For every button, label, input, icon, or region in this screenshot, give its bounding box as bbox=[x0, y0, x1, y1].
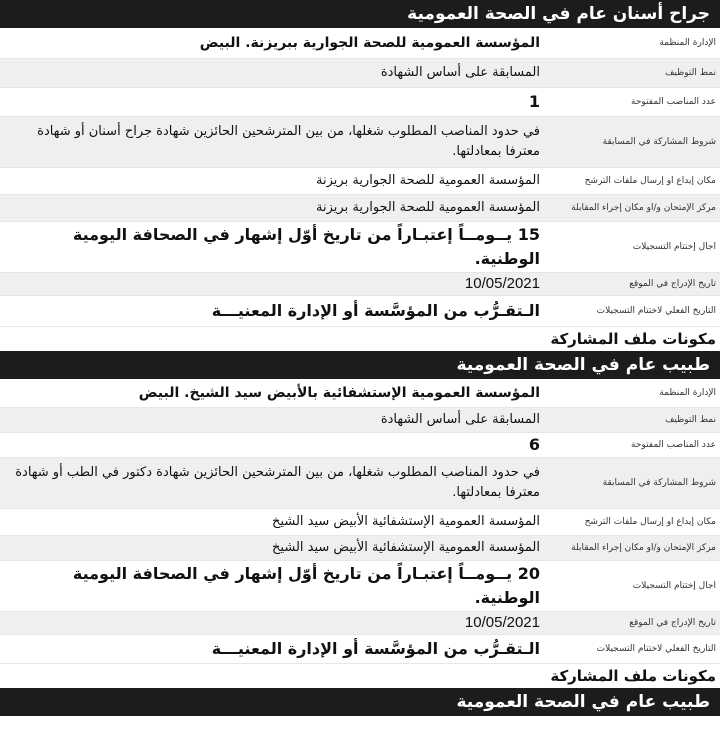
section-banner-general-practitioner-next: طبيب عام في الصحة العمومية bbox=[0, 688, 720, 716]
field-value: 10/05/2021 bbox=[464, 275, 540, 292]
section-banner-general-practitioner: طبيب عام في الصحة العمومية bbox=[0, 351, 720, 379]
field-label: شروط المشاركة في المسابقة bbox=[602, 137, 716, 147]
row-recruitment-mode bbox=[0, 408, 720, 433]
row-actual-closing-date bbox=[0, 296, 720, 327]
row-posting-date bbox=[0, 612, 720, 635]
field-value: المسابقة على أساس الشهادة bbox=[380, 412, 540, 427]
field-label: مركز الإمتحان و/أو مكان إجراء المقابلة bbox=[571, 543, 716, 553]
field-label: التاريخ الفعلي لاختتام التسجيلات bbox=[596, 644, 716, 654]
field-value: المؤسسة العمومية الإستشفائية الأبيض سيد الشيخ bbox=[272, 540, 540, 555]
row-registration-deadline bbox=[0, 222, 720, 273]
field-value: المسابقة على أساس الشهادة bbox=[380, 65, 540, 80]
row-organizing-administration bbox=[0, 28, 720, 59]
field-label: نمط التوظيف bbox=[665, 415, 716, 425]
field-label: مركز الإمتحان و/أو مكان إجراء المقابلة bbox=[571, 203, 716, 213]
field-value: 6 bbox=[528, 435, 540, 454]
row-exam-center bbox=[0, 195, 720, 222]
row-registration-deadline bbox=[0, 561, 720, 612]
field-label: التاريخ الفعلي لاختتام التسجيلات bbox=[596, 306, 716, 316]
field-value: 10/05/2021 bbox=[464, 614, 540, 631]
field-value: في حدود المناصب المطلوب شغلها، من بين المترشحين الحائزين شهادة جراح أسنان أو شهادة معترفا بمعادلتها. bbox=[37, 124, 540, 159]
field-label: أجال إختتام التسجيلات bbox=[632, 242, 716, 252]
field-value: المؤسسة العمومية للصحة الجوارية ببريزنة. البيض bbox=[199, 35, 540, 51]
row-actual-closing-date bbox=[0, 635, 720, 664]
row-participation-conditions bbox=[0, 117, 720, 168]
field-value: 1 bbox=[528, 92, 540, 111]
row-posting-date bbox=[0, 273, 720, 296]
field-label: مكان إيداع أو إرسال ملفات الترشح bbox=[584, 176, 716, 186]
participation-file-components-title: مكونات ملف المشاركة bbox=[550, 667, 716, 685]
field-label: تاريخ الإدراج في الموقع bbox=[629, 279, 716, 289]
field-value: المؤسسة العمومية الإستشفائية بالأبيض سيد الشيخ. البيض bbox=[138, 385, 540, 401]
participation-file-components-title: مكونات ملف المشاركة bbox=[550, 330, 716, 348]
field-value: المؤسسة العمومية الإستشفائية الأبيض سيد الشيخ bbox=[272, 514, 540, 529]
field-value: 20 يــومــاً إعتبـاراً من تاريخ أوّل إشهار في الصحافة اليومية الوطنية. bbox=[72, 564, 540, 607]
field-label: عدد المناصب المفتوحة bbox=[631, 97, 716, 107]
row-participation-conditions bbox=[0, 458, 720, 509]
row-application-submission-place bbox=[0, 168, 720, 195]
field-label: الإدارة المنظمة bbox=[659, 388, 716, 398]
field-label: عدد المناصب المفتوحة bbox=[631, 440, 716, 450]
field-value: الـتقـرُّب من المؤسَّسة أو الإدارة المعنيـــة bbox=[211, 639, 540, 658]
field-value: المؤسسة العمومية للصحة الجوارية بريزنة bbox=[316, 173, 540, 188]
field-label: الإدارة المنظمة bbox=[659, 38, 716, 48]
row-recruitment-mode bbox=[0, 59, 720, 88]
section-banner-dentist: جراح أسنان عام في الصحة العمومية bbox=[0, 0, 720, 28]
field-label: مكان إيداع أو إرسال ملفات الترشح bbox=[584, 517, 716, 527]
field-value: في حدود المناصب المطلوب شغلها، من بين المترشحين الحائزين شهادة دكتور في الطب أو شهادة معترفا بمعادلتها. bbox=[15, 465, 540, 500]
field-value: الـتقـرُّب من المؤسَّسة أو الإدارة المعنيـــة bbox=[211, 301, 540, 320]
row-organizing-administration bbox=[0, 379, 720, 408]
field-label: تاريخ الإدراج في الموقع bbox=[629, 618, 716, 628]
row-application-submission-place bbox=[0, 509, 720, 536]
field-label: أجال إختتام التسجيلات bbox=[632, 581, 716, 591]
row-exam-center bbox=[0, 536, 720, 561]
row-open-positions bbox=[0, 88, 720, 117]
row-open-positions bbox=[0, 433, 720, 458]
field-value: المؤسسة العمومية للصحة الجوارية بريزنة bbox=[316, 200, 540, 215]
field-value: 15 يــومــاً إعتبـاراً من تاريخ أوّل إشهار في الصحافة اليومية الوطنية. bbox=[72, 225, 540, 268]
field-label: نمط التوظيف bbox=[665, 68, 716, 78]
field-label: شروط المشاركة في المسابقة bbox=[602, 478, 716, 488]
